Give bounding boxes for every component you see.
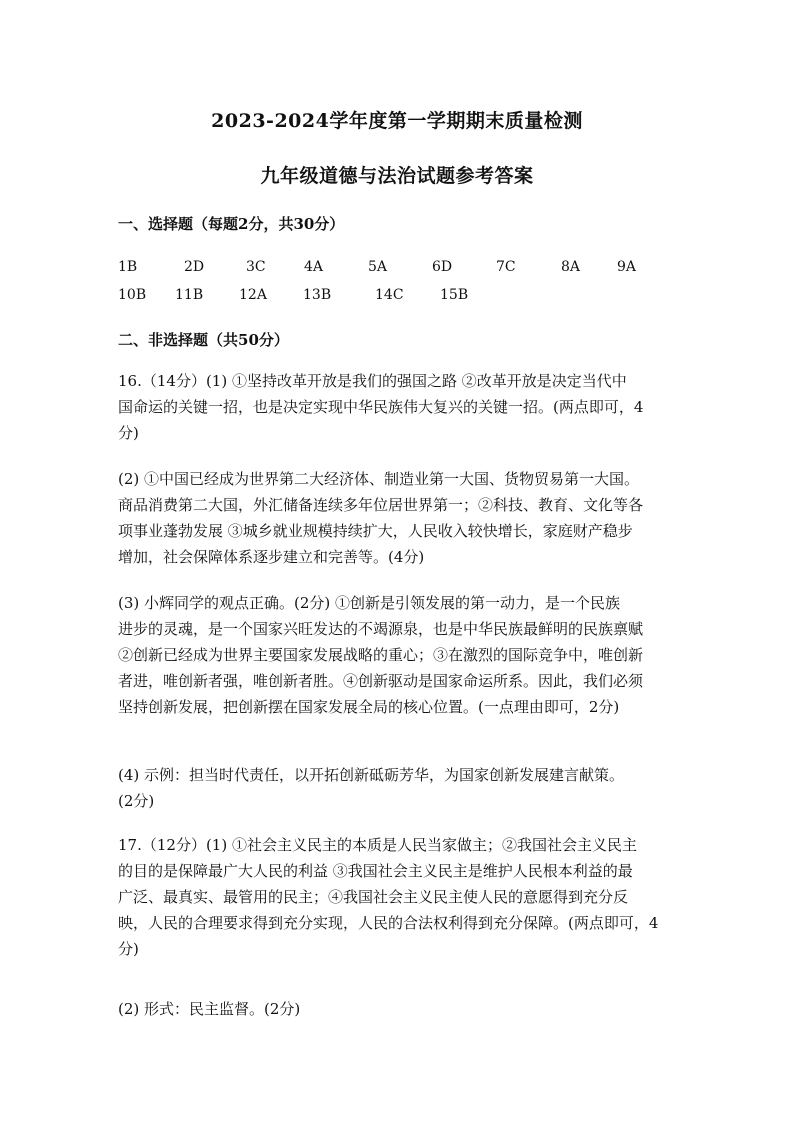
answer-paragraph-17-2 bbox=[118, 996, 686, 1022]
answer-item: 9A bbox=[617, 259, 637, 275]
answer-item: 7C bbox=[496, 259, 516, 275]
answer-item: 6D bbox=[432, 259, 453, 275]
paragraph-line: 17.（12分）(1) ①社会主义民主的本质是人民当家做主；②我国社会主义民主 bbox=[118, 836, 637, 854]
answer-row-2 bbox=[0, 287, 794, 307]
paragraph-line: 国命运的关键一招，也是决定实现中华民族伟大复兴的关键一招。(两点即可，4 bbox=[118, 398, 644, 416]
answer-paragraph-16-1 bbox=[118, 368, 686, 446]
answer-item: 14C bbox=[375, 287, 404, 303]
paragraph-line: 广泛、最真实、最管用的民主；④我国社会主义民主使人民的意愿得到充分反 bbox=[118, 888, 629, 906]
answer-item: 13B bbox=[303, 287, 332, 303]
answer-paragraph-16-3 bbox=[118, 590, 686, 720]
paragraph-line: 的目的是保障最广大人民的利益 ③我国社会主义民主是维护人民根本利益的最 bbox=[118, 862, 633, 880]
answer-item: 1B bbox=[118, 259, 138, 275]
paragraph-line: (2) ①中国已经成为世界第二大经济体、制造业第一大国、货物贸易第一大国。 bbox=[118, 470, 640, 488]
paragraph-line: 16.（14分）(1) ①坚持改革开放是我们的强国之路 ②改革开放是决定当代中 bbox=[118, 372, 627, 390]
paragraph-line: (3) 小辉同学的观点正确。(2分) ①创新是引领发展的第一动力，是一个民族 bbox=[118, 594, 621, 612]
answer-item: 3C bbox=[246, 259, 266, 275]
answer-item: 4A bbox=[304, 259, 324, 275]
document-subtitle: 九年级道德与法治试题参考答案 bbox=[260, 165, 534, 187]
paragraph-line: 进步的灵魂，是一个国家兴旺发达的不竭源泉，也是中华民族最鲜明的民族禀赋 bbox=[118, 620, 644, 638]
paragraph-line: (4) 示例：担当时代责任，以开拓创新砥砺芳华，为国家创新发展建言献策。 bbox=[118, 766, 625, 784]
answer-row-1 bbox=[0, 259, 794, 279]
answer-paragraph-16-4 bbox=[118, 762, 686, 814]
answer-item: 8A bbox=[561, 259, 581, 275]
answer-paragraph-17-1 bbox=[118, 832, 686, 962]
answer-item: 11B bbox=[175, 287, 204, 303]
answer-item: 10B bbox=[118, 287, 147, 303]
paragraph-line: ②创新已经成为世界主要国家发展战略的重心；③在激烈的国际竞争中，唯创新 bbox=[118, 646, 644, 664]
paragraph-line: (2) 形式：民主监督。(2分) bbox=[118, 1000, 301, 1018]
paragraph-line: 坚持创新发展，把创新摆在国家发展全局的核心位置。(一点理由即可，2分) bbox=[118, 698, 620, 716]
answer-paragraph-16-2 bbox=[118, 466, 686, 570]
section-heading-non-choice: 二、非选择题（共50分） bbox=[118, 331, 289, 349]
paragraph-line: 者进，唯创新者强，唯创新者胜。④创新驱动是国家命运所系。因此，我们必须 bbox=[118, 672, 644, 690]
paragraph-line: 项事业蓬勃发展 ③城乡就业规模持续扩大，人民收入较快增长，家庭财产稳步 bbox=[118, 522, 633, 540]
paragraph-line: 映，人民的合理要求得到充分实现，人民的合法权利得到充分保障。(两点即可，4 bbox=[118, 914, 659, 932]
answer-item: 15B bbox=[440, 287, 469, 303]
answer-item: 2D bbox=[184, 259, 205, 275]
paragraph-line: 增加，社会保障体系逐步建立和完善等。(4分) bbox=[118, 548, 425, 566]
paragraph-line: 商品消费第二大国，外汇储备连续多年位居世界第一；②科技、教育、文化等各 bbox=[118, 496, 644, 514]
paragraph-line: 分) bbox=[118, 424, 139, 442]
section-heading-multiple-choice: 一、选择题（每题2分，共30分） bbox=[118, 215, 345, 233]
document-title: 2023-2024学年度第一学期期末质量检测 bbox=[211, 110, 583, 132]
paragraph-line: 分) bbox=[118, 940, 139, 958]
answer-item: 5A bbox=[368, 259, 388, 275]
answer-item: 12A bbox=[239, 287, 267, 303]
paragraph-line: (2分) bbox=[118, 792, 155, 810]
